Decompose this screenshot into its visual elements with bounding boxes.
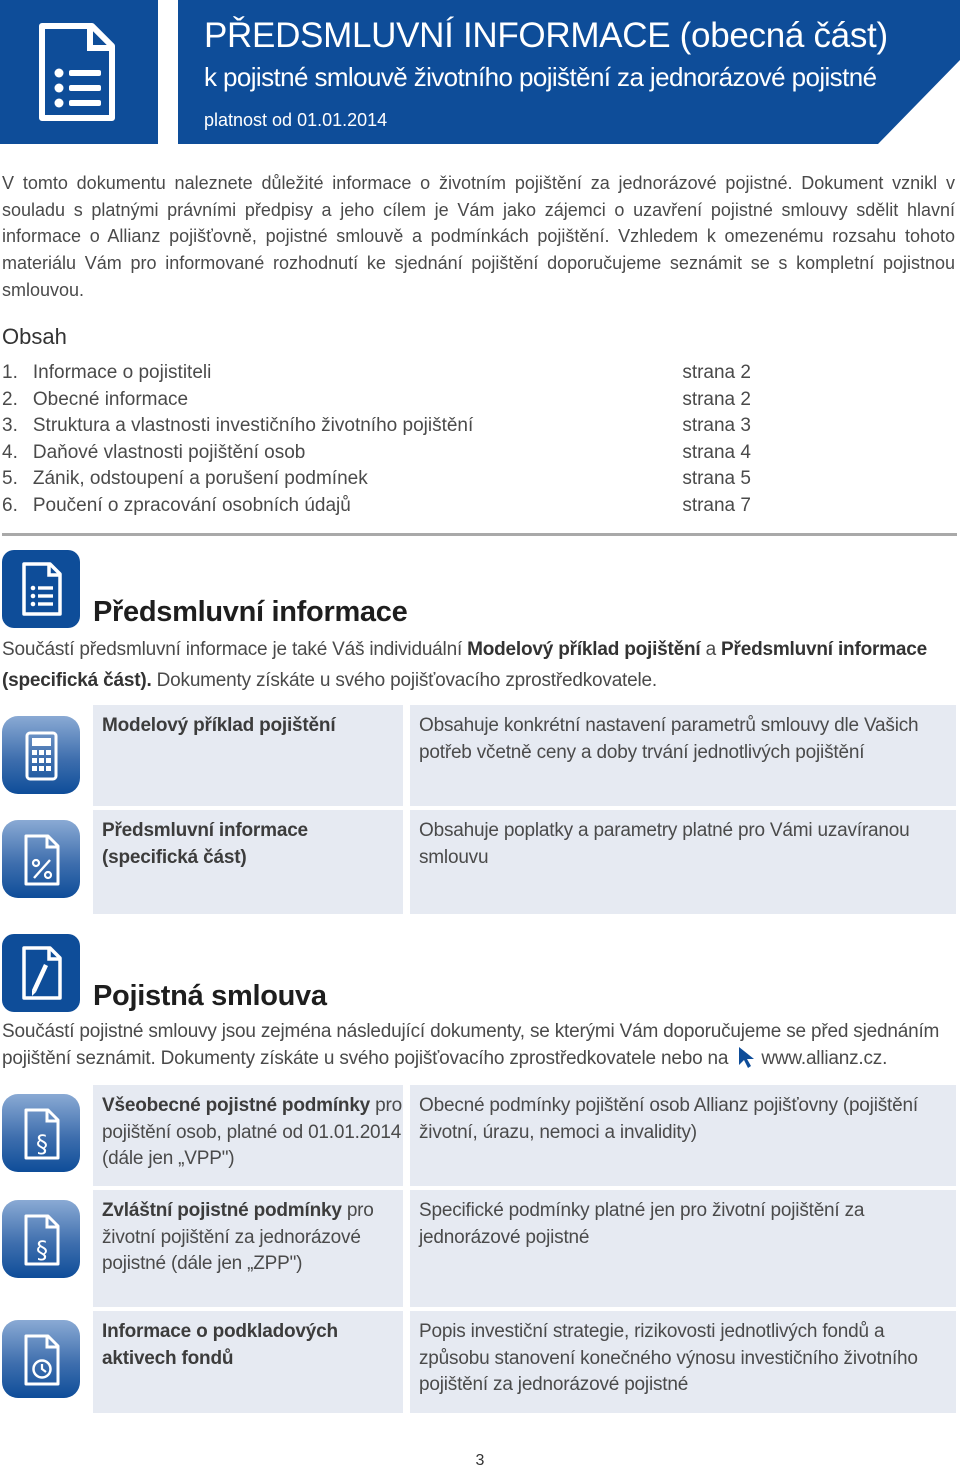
intro-paragraph: V tomto dokumentu naleznete důležité informace o životním pojištění za jednorázové pojistné. Dokument vznikl v souladu s platnými právními předpisy a jeho cílem je Vám jako zájemci o uzavření pojistné smlouvy sdělit hlavní informace o Allianz pojišťovně, pojistné smlouvě a podmínkách pojištění. Vzhledem k omezenému rozsahu tohoto materiálu Vám pro informované rozhodnutí ke sjednání pojištění doporučujeme seznámit se s kompletní pojistnou smlouvou.	[2, 173, 955, 300]
page-subtitle: k pojistné smlouvě životního pojištění za jednorázové pojistné	[204, 62, 877, 92]
toc-item[interactable]	[2, 387, 762, 414]
toc-page: strana 4	[682, 441, 751, 463]
toc-page: strana 2	[682, 362, 751, 383]
clock-document-icon	[2, 1320, 80, 1398]
paragraph-document-icon-shape	[2, 1200, 80, 1278]
toc-num: 1.	[2, 362, 18, 383]
toc-num: 4.	[2, 441, 18, 463]
toc-item[interactable]	[2, 440, 762, 467]
toc-num: 2.	[2, 388, 18, 410]
document-name-cell	[93, 1085, 403, 1186]
section-paragraph	[2, 634, 957, 696]
document-description: Specifické podmínky platné jen pro životní pojištění za jednorázové pojistné	[419, 1200, 865, 1248]
document-description-cell	[410, 1085, 956, 1186]
document-name-rest: pro pojištění osob, platné od 01.01.2014 (dále jen „VPP")	[102, 1095, 403, 1170]
document-description: Obsahuje poplatky a parametry platné pro Vámi uzavíranou smlouvu	[419, 820, 910, 868]
toc-title: Obsah	[2, 324, 67, 349]
section-paragraph	[2, 1018, 957, 1072]
document-name-cell	[93, 810, 403, 914]
toc-num: 3.	[2, 415, 18, 437]
paragraph-document-icon	[2, 1094, 80, 1172]
section-icon	[2, 550, 80, 628]
toc-text: Obecné informace	[32, 388, 189, 410]
toc-text: Poučení o zpracování osobních údajů	[32, 494, 351, 516]
svg-text:§: §	[36, 1236, 48, 1264]
document-description: Obecné podmínky pojištění osob Allianz pojišťovny (pojištění životní, úrazu, nemoci a invalidity)	[419, 1095, 918, 1143]
section-title: Předsmluvní informace	[93, 596, 408, 628]
percent-document-icon-shape	[2, 820, 80, 898]
header-icon-box	[0, 0, 158, 144]
document-name-cell	[93, 1190, 403, 1307]
section-divider	[2, 533, 957, 536]
pen-document-icon	[2, 934, 80, 1012]
table-of-contents	[2, 360, 762, 520]
document-description: Obsahuje konkrétní nastavení parametrů smlouvy dle Vašich potřeb včetně ceny a doby trvání jednotlivých pojištění	[419, 715, 919, 763]
document-name: Informace o podkladových aktivech fondů	[102, 1321, 338, 1369]
document-description-cell	[410, 810, 956, 914]
document-name-rest: pro životní pojištění za jednorázové pojistné (dále jen „ZPP")	[102, 1200, 374, 1275]
svg-text:§: §	[36, 1130, 48, 1158]
document-description: Popis investiční strategie, rizikovosti jednotlivých fondů a způsobu stanovení konečného výnosu investičního životního pojištění za jednorázové pojistné	[419, 1321, 918, 1396]
toc-text: Zánik, odstoupení a porušení podmínek	[32, 468, 368, 490]
paragraph-document-icon-shape	[2, 1094, 80, 1172]
page-title: PŘEDSMLUVNÍ INFORMACE (obecná část)	[204, 16, 888, 55]
toc-page: strana 7	[682, 494, 751, 516]
toc-text: Daňové vlastnosti pojištění osob	[32, 441, 306, 463]
document-name: Modelový příklad pojištění	[102, 715, 336, 736]
document-name: Předsmluvní informace (specifická část)	[102, 820, 308, 868]
document-name: Zvláštní pojistné podmínky	[102, 1200, 342, 1221]
toc-text: Informace o pojistiteli	[32, 362, 212, 383]
document-name: Všeobecné pojistné podmínky	[102, 1095, 371, 1116]
document-name-cell	[93, 705, 403, 806]
document-description-cell	[410, 705, 956, 806]
document-description-cell	[410, 1311, 956, 1413]
para-bold: Modelový příklad pojištění	[467, 639, 701, 660]
para-text: a	[700, 639, 722, 660]
document-list-icon	[0, 0, 158, 144]
toc-page: strana 5	[682, 468, 751, 490]
para-text: Součástí pojistné smlouvy jsou zejména následující dokumenty, se kterými Vám doporučujeme se před sjednáním pojištění seznámit. Dokumenty získáte u svého pojišťovacího zprostředkovatele nebo na	[2, 1021, 940, 1069]
section-icon	[2, 934, 80, 1012]
para-text: Dokumenty získáte u svého pojišťovacího zprostředkovatele.	[151, 670, 657, 691]
cursor-arrow-icon	[735, 1045, 757, 1069]
toc-num: 5.	[2, 468, 18, 490]
toc-text: Struktura a vlastnosti investičního životního pojištění	[32, 415, 474, 437]
toc-num: 6.	[2, 494, 18, 516]
toc-item[interactable]	[2, 493, 762, 520]
validity-date: platnost od 01.01.2014	[204, 110, 388, 130]
percent-document-icon	[2, 820, 80, 898]
clock-document-icon-shape	[2, 1320, 80, 1398]
document-list-icon	[2, 550, 80, 628]
toc-page: strana 2	[682, 388, 751, 410]
calculator-icon-shape	[2, 716, 80, 794]
paragraph-document-icon	[2, 1200, 80, 1278]
para-text: Součástí předsmluvní informace je také Váš individuální	[2, 639, 468, 660]
toc-item[interactable]	[2, 360, 762, 387]
toc-item[interactable]	[2, 466, 762, 493]
toc-page: strana 3	[682, 415, 751, 437]
document-name-cell	[93, 1311, 403, 1413]
allianz-website-link[interactable]: www.allianz.cz.	[761, 1048, 888, 1069]
toc-item[interactable]	[2, 413, 762, 440]
document-description-cell	[410, 1190, 956, 1307]
calculator-icon	[2, 716, 80, 794]
section-title: Pojistná smlouva	[93, 980, 327, 1012]
para-bold: Předsmluvní informace (specifická část).	[2, 639, 927, 691]
page-number: 3	[475, 1452, 485, 1469]
